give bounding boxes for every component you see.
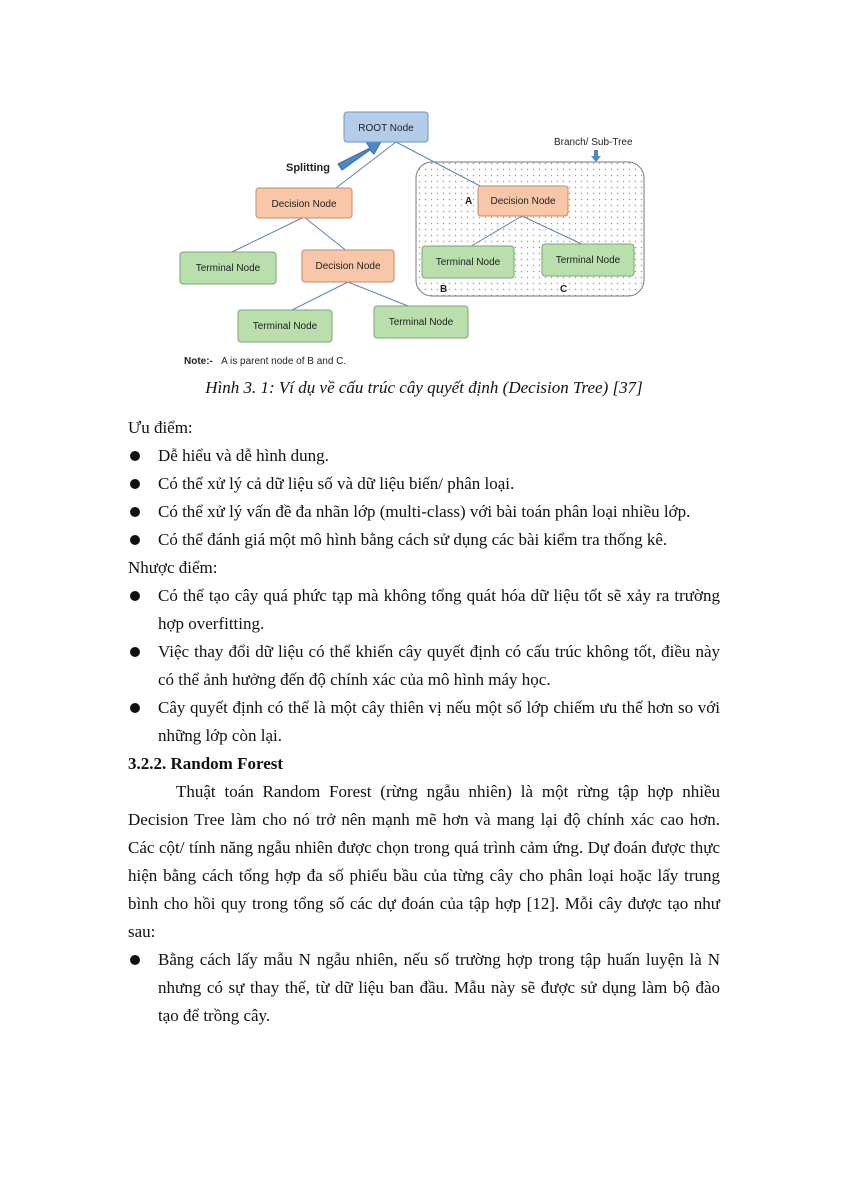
list-item bbox=[128, 946, 720, 1030]
bullet-icon bbox=[130, 479, 140, 489]
branch-subtree-label: Branch/ Sub-Tree bbox=[554, 137, 633, 148]
terminal-node-c-label: Terminal Node bbox=[555, 255, 621, 266]
label-c: C bbox=[560, 284, 568, 295]
list-item-text: Có thể xử lý vấn đề đa nhãn lớp (multi-class) với bài toán phân loại nhiều lớp. bbox=[158, 502, 691, 521]
decision-node-a-label: Decision Node bbox=[490, 196, 556, 207]
root-node-label: ROOT Node bbox=[358, 123, 414, 134]
list-item-text: Có thể xử lý cả dữ liệu số và dữ liệu biến/ phân loại. bbox=[158, 474, 515, 493]
advantages-title: Ưu điểm: bbox=[128, 418, 193, 437]
section-heading: 3.2.2. Random Forest bbox=[128, 754, 284, 773]
disadvantages-title: Nhược điểm: bbox=[128, 558, 218, 577]
list-item-text: Việc thay đổi dữ liệu có thể khiến cây quyết định có cấu trúc không tốt, điều này có thể ảnh hưởng đến độ chính xác của mô hình máy học. bbox=[158, 642, 720, 689]
list-item bbox=[128, 582, 720, 638]
list-item bbox=[128, 638, 720, 694]
label-b: B bbox=[440, 284, 448, 295]
list-item-text: Bằng cách lấy mẫu N ngẫu nhiên, nếu số trường hợp trong tập huấn luyện là N nhưng có sự thay thế, từ dữ liệu ban đầu. Mẫu này sẽ được sử dụng làm bộ đào tạo để trồng cây. bbox=[158, 950, 720, 1025]
terminal-node-5-label: Terminal Node bbox=[388, 317, 454, 328]
list-item bbox=[128, 470, 720, 498]
list-item bbox=[128, 498, 720, 526]
bullet-icon bbox=[130, 451, 140, 461]
terminal-node-b-label: Terminal Node bbox=[435, 257, 501, 268]
splitting-arrow bbox=[338, 140, 382, 170]
list-item bbox=[128, 526, 720, 554]
rf-list bbox=[128, 946, 720, 1030]
body-text bbox=[128, 414, 720, 1030]
note-text: A is parent node of B and C. bbox=[221, 356, 347, 367]
list-item-text: Dễ hiểu và dễ hình dung. bbox=[158, 446, 329, 465]
terminal-node-4-label: Terminal Node bbox=[252, 321, 318, 332]
terminal-node-1-label: Terminal Node bbox=[195, 263, 261, 274]
rf-paragraph: Thuật toán Random Forest (rừng ngẫu nhiên) là một rừng tập hợp nhiều Decision Tree làm cho nó trở nên mạnh mẽ hơn và mang lại độ chính xác cao hơn. Các cột/ tính năng ngẫu nhiên được chọn trong quá trình cảm ứng. Dự đoán được thực hiện bằng cách tổng hợp đa số phiếu bầu của từng cây cho phân loại hoặc lấy trung bình cho hồi quy trong tổng số các dự đoán của tập hợp [12]. Mỗi cây được tạo như sau: bbox=[128, 782, 720, 941]
bullet-icon bbox=[130, 955, 140, 965]
bullet-icon bbox=[130, 591, 140, 601]
decision-node-mid-label: Decision Node bbox=[315, 261, 381, 272]
figure-caption: Hình 3. 1: Ví dụ về cấu trúc cây quyết định (Decision Tree) [37] bbox=[205, 378, 643, 397]
bullet-icon bbox=[130, 507, 140, 517]
disadvantages-list bbox=[128, 582, 720, 750]
note-prefix: Note:- bbox=[184, 356, 213, 367]
label-a: A bbox=[465, 196, 473, 207]
branch-down-arrow-icon bbox=[591, 150, 601, 162]
list-item-text: Cây quyết định có thể là một cây thiên vị nếu một số lớp chiếm ưu thế hơn so với những lớp còn lại. bbox=[158, 698, 720, 745]
list-item-text: Có thể đánh giá một mô hình bằng cách sử dụng các bài kiểm tra thống kê. bbox=[158, 530, 668, 549]
list-item bbox=[128, 442, 720, 470]
splitting-label: Splitting bbox=[286, 162, 330, 174]
advantages-list bbox=[128, 442, 720, 554]
bullet-icon bbox=[130, 535, 140, 545]
bullet-icon bbox=[130, 647, 140, 657]
list-item-text: Có thể tạo cây quá phức tạp mà không tổng quát hóa dữ liệu tốt sẽ xảy ra trường hợp overfitting. bbox=[158, 586, 720, 633]
bullet-icon bbox=[130, 703, 140, 713]
decision-node-left-label: Decision Node bbox=[271, 199, 337, 210]
decision-tree-figure bbox=[178, 102, 694, 374]
list-item bbox=[128, 694, 720, 750]
figure-note bbox=[184, 356, 346, 367]
